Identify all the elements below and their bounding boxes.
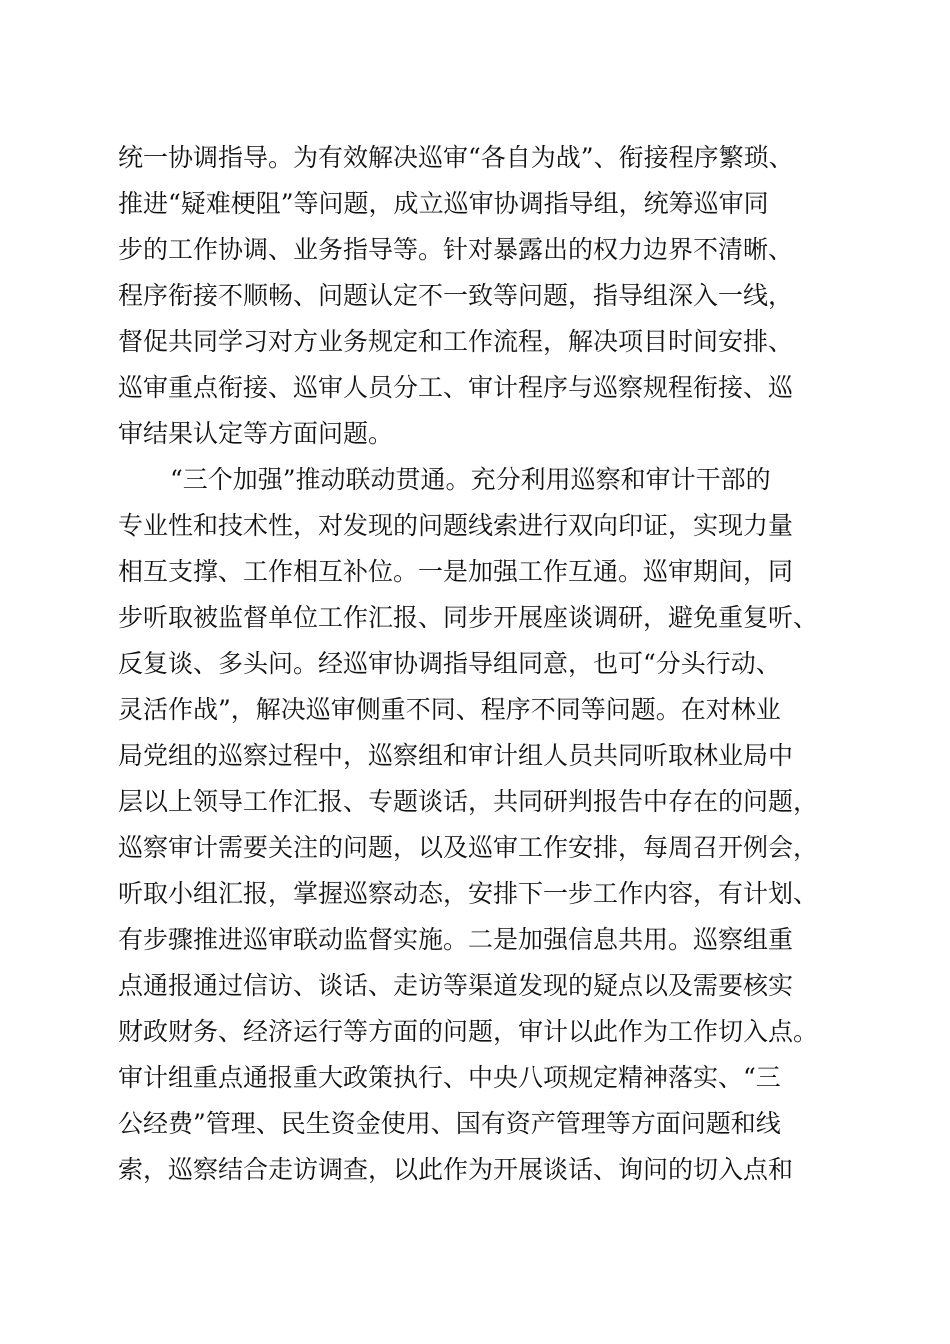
text-line: 索，巡察结合走访调查，以此作为开展谈话、询问的切入点和 (118, 1155, 794, 1184)
text-line: 步的工作协调、业务指导等。针对暴露出的权力边界不清晰、 (118, 235, 794, 264)
text-line: 审结果认定等方面问题。 (118, 419, 394, 448)
text-line: 点通报通过信访、谈话、走访等渠道发现的疑点以及需要核实 (118, 971, 794, 1000)
text-line: 专业性和技术性，对发现的问题线索进行双向印证，实现力量 (118, 511, 794, 540)
text-line: 听取小组汇报，掌握巡察动态，安排下一步工作内容，有计划、 (118, 879, 819, 908)
text-line: 有步骤推进巡审联动监督实施。二是加强信息共用。巡察组重 (118, 925, 794, 954)
text-line: 公经费”管理、民生资金使用、国有资产管理等方面问题和线 (118, 1109, 781, 1138)
text-line: 程序衔接不顺畅、问题认定不一致等问题，指导组深入一线， (118, 281, 794, 310)
text-line: 统一协调指导。为有效解决巡审“各自为战”、衔接程序繁琐、 (118, 143, 794, 172)
text-line: 相互支撑、工作相互补位。一是加强工作互通。巡审期间，同 (118, 557, 794, 586)
text-line: 推进“疑难梗阻”等问题，成立巡审协调指导组，统筹巡审同 (118, 189, 769, 218)
text-line: 反复谈、多头问。经巡审协调指导组同意，也可“分头行动、 (118, 649, 781, 678)
text-line: 灵活作战”，解决巡审侧重不同、程序不同等问题。在对林业 (118, 695, 781, 724)
text-line: 步听取被监督单位工作汇报、同步开展座谈调研，避免重复听、 (118, 603, 819, 632)
text-line: 审计组重点通报重大政策执行、中央八项规定精神落实、“三 (118, 1063, 781, 1092)
text-line: 局党组的巡察过程中，巡察组和审计组人员共同听取林业局中 (118, 741, 794, 770)
text-line: 巡察审计需要关注的问题，以及巡审工作安排，每周召开例会， (118, 833, 819, 862)
text-line: 层以上领导工作汇报、专题谈话，共同研判报告中存在的问题， (118, 787, 819, 816)
text-line: 督促共同学习对方业务规定和工作流程，解决项目时间安排、 (118, 327, 794, 356)
text-line: 财政财务、经济运行等方面的问题，审计以此作为工作切入点。 (118, 1017, 819, 1046)
paragraph-first-line: “三个加强”推动联动贯通。充分利用巡察和审计干部的 (170, 465, 771, 494)
text-line: 巡审重点衔接、巡审人员分工、审计程序与巡察规程衔接、巡 (118, 373, 794, 402)
